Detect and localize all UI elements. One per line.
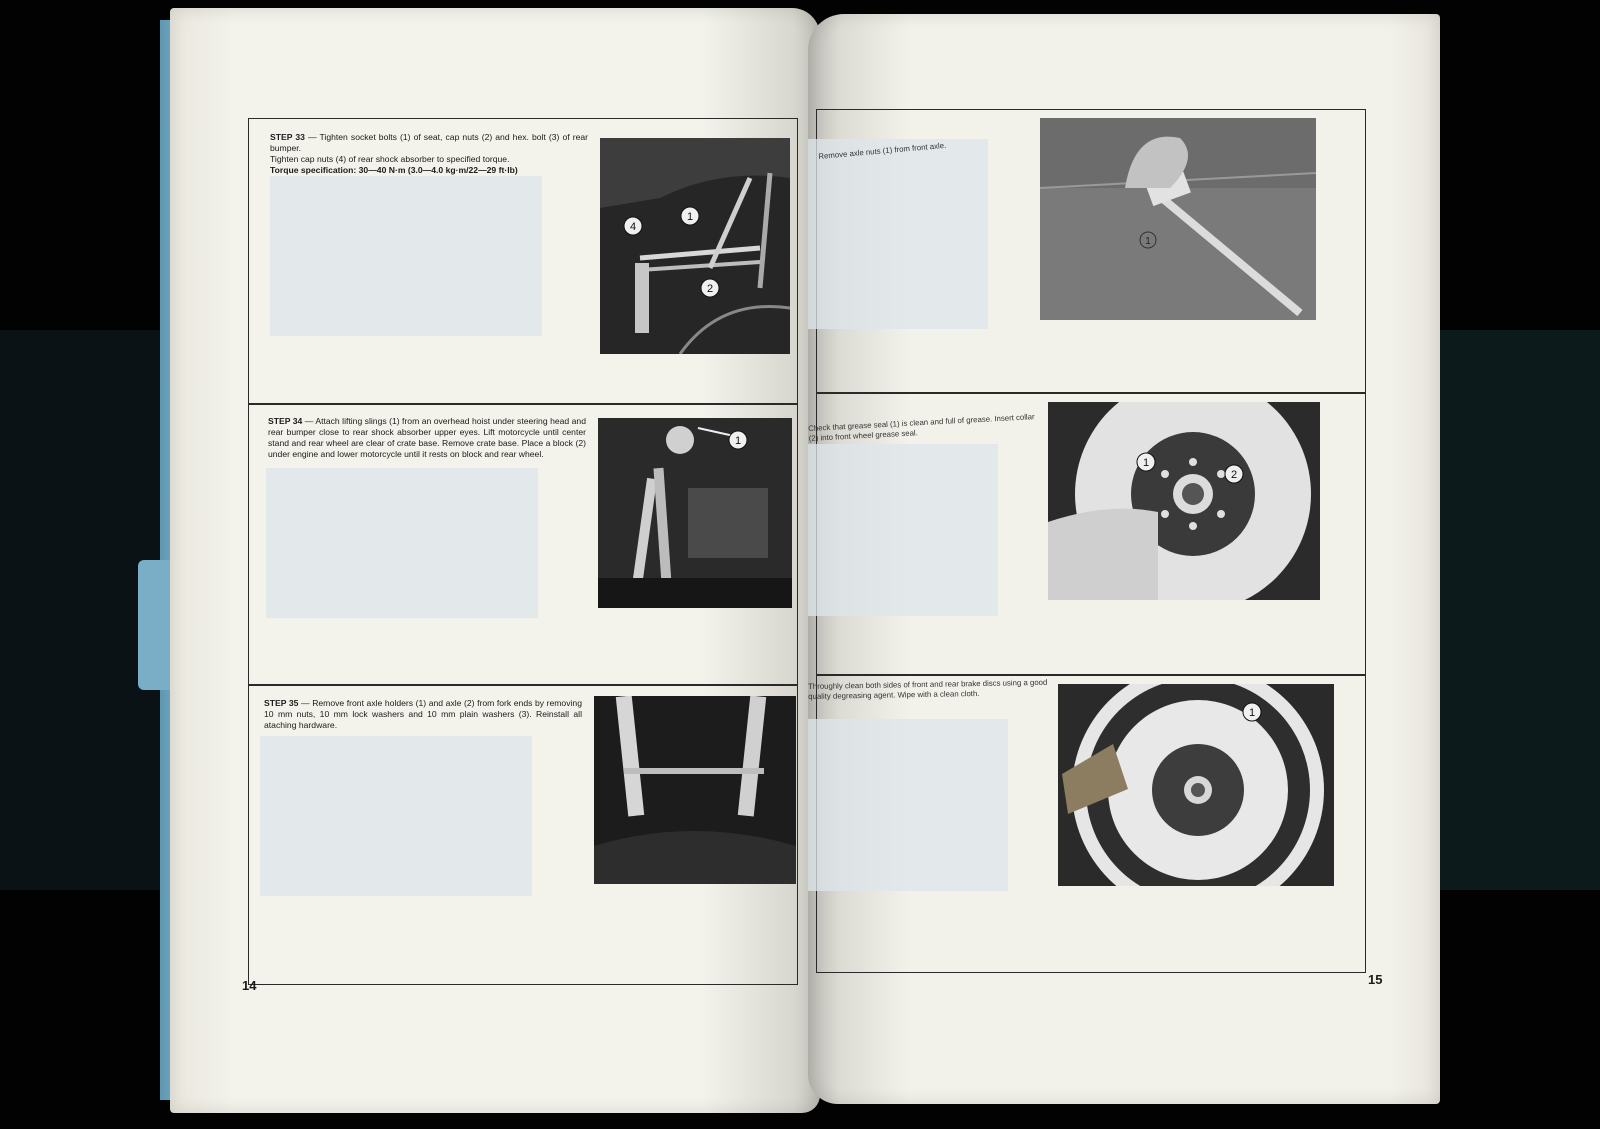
step-34-photo-drawing	[598, 418, 792, 608]
right-step-3-photo	[1058, 684, 1334, 886]
right-step-2-photo	[1048, 402, 1320, 600]
right-divider-1	[816, 392, 1366, 394]
step-33-torque-value: 30—40 N·m (3.0—4.0 kg·m/22—29 ft·lb)	[356, 165, 518, 175]
left-divider-2	[248, 684, 798, 686]
step-33-callout-1: 1	[686, 211, 694, 223]
step-33-heading: STEP 33	[270, 132, 305, 142]
step-33-text	[270, 132, 588, 176]
right-step-1-photo	[1040, 118, 1316, 320]
step-34-overlay	[266, 468, 538, 618]
step-34-text	[268, 416, 586, 460]
right-step-3-photo-drawing	[1058, 684, 1334, 886]
right-step-1-text: Remove axle nuts (1) from front axle.	[818, 140, 947, 161]
right-step-3-text: Throughly clean both sides of front and rear brake discs using a good quality degreasing agent. Wipe with a clean cloth.	[808, 677, 1048, 701]
step-33-callout-4: 4	[629, 221, 637, 233]
right-step-3-callout-1: 1	[1248, 707, 1256, 719]
step-34-callout-1: 1	[734, 435, 742, 447]
right-step-1-photo-drawing	[1040, 118, 1316, 320]
right-step-2-overlay	[808, 444, 998, 616]
step-33-overlay	[270, 176, 542, 336]
left-divider-1	[248, 403, 798, 405]
right-step-2-photo-drawing	[1048, 402, 1320, 600]
step-35-photo	[594, 696, 796, 884]
step-34-photo	[598, 418, 792, 608]
right-step-2-callout-1: 1	[1142, 457, 1150, 469]
right-step-2-callout-2: 2	[1230, 469, 1238, 481]
step-35-text	[264, 698, 582, 731]
page-number-left: 14	[242, 978, 257, 993]
right-step-1-callout-1: 1	[1145, 236, 1151, 247]
step-33-callout-2: 2	[706, 283, 714, 295]
step-33-photo-drawing	[600, 138, 790, 354]
step-33-torque-label: Torque specification:	[270, 165, 357, 175]
step-34-body: — Attach lifting slings (1) from an overhead hoist under steering head and rear bumper close to rear shock absorber upper eyes. Lift motorcycle until center stand and rear wheel are clear of crate base. Remove crate base. Place a block (2) under engine and lower motorcycle until it rests on block and rear wheel.	[268, 416, 586, 459]
step-35-photo-drawing	[594, 696, 796, 884]
step-33-photo	[600, 138, 790, 354]
step-35-body: — Remove front axle holders (1) and axle (2) from fork ends by removing 10 mm nuts, 10 mm lock washers and 10 mm plain washers (3). Reinstall all ataching hardware.	[264, 698, 582, 730]
right-divider-2	[816, 674, 1366, 676]
page-number-right: 15	[1368, 972, 1383, 987]
step-33-line2: Tighten cap nuts (4) of rear shock absorber to specified torque.	[270, 154, 510, 164]
left-page	[170, 8, 820, 1113]
right-step-3-overlay	[808, 719, 1008, 891]
background-right	[1425, 330, 1600, 890]
step-34-heading: STEP 34	[268, 416, 303, 426]
right-step-1-overlay	[808, 139, 988, 329]
step-35-heading: STEP 35	[264, 698, 299, 708]
right-page	[808, 14, 1440, 1104]
step-35-overlay	[260, 736, 532, 896]
step-33-body: — Tighten socket bolts (1) of seat, cap nuts (2) and hex. bolt (3) of rear bumper.	[270, 132, 588, 153]
right-step-2-text: Check that grease seal (1) is clean and full of grease. Insert collar (2) into front wheel grease seal.	[808, 412, 1035, 443]
